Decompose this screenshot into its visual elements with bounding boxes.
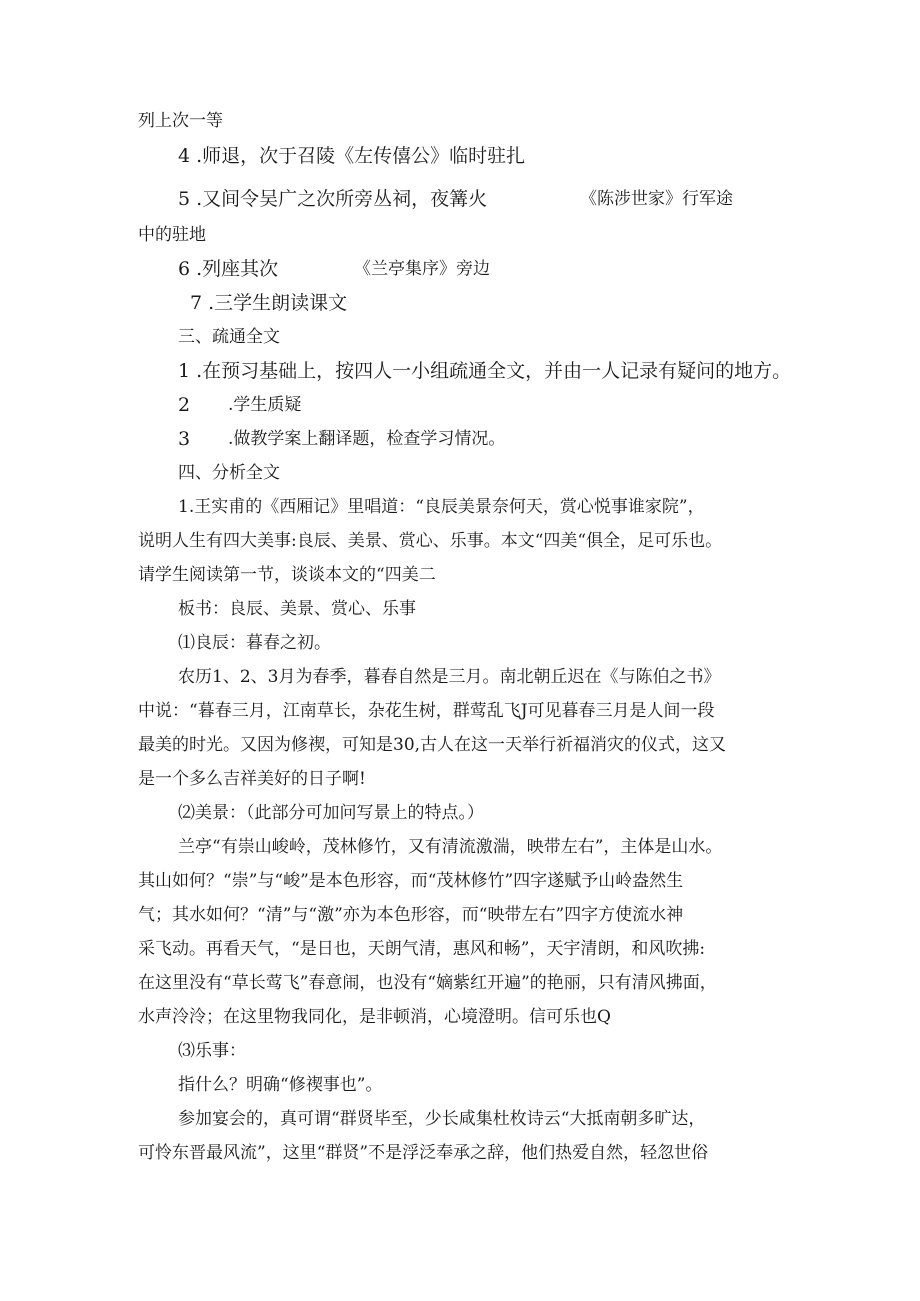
text-line: 《陈涉世家》行军途 <box>580 189 733 209</box>
text-line: ⑶乐事： <box>178 1041 246 1061</box>
text-line: 可怜东晋最风流”，这里“群贤”不是浮泛奉承之辞，他们热爱自然，轻忽世俗 <box>138 1143 709 1163</box>
text-line: 7 .三学生朗读课文 <box>190 292 348 314</box>
text-line: 在这里没有“草长莺飞”春意闹，也没有“嫡紫红开遍”的艳丽，只有清风拂面， <box>138 973 717 993</box>
text-line: 1 .在预习基础上，按四人一小组疏通全文，并由一人记录有疑问的地方。 <box>178 360 792 382</box>
text-line: 4 .师退，次于召陵《左传僖公》临时驻扎 <box>178 145 526 167</box>
text-line: .学生质疑 <box>228 395 302 415</box>
text-line: 其山如何？“崇”与“峻”是本色形容，而“茂林修竹”四字遂赋予山岭盎然生 <box>138 871 684 891</box>
text-line: ⑵美景：（此部分可加问写景上的特点。） <box>178 803 484 823</box>
text-line: 中的驻地 <box>138 225 206 245</box>
text-line: ⑴良辰：暮春之初。 <box>178 633 331 653</box>
text-line: 2 <box>178 394 191 416</box>
text-line: 采飞动。再看天气，“是日也，天朗气清，惠风和畅”，天宇清朗，和风吹拂: <box>138 939 706 959</box>
text-line: 气；其水如何？“清”与“激”亦为本色形容，而“映带左右”四字方使流水神 <box>138 905 684 925</box>
text-line: 1.王实甫的《西厢记》里唱道：“良辰美景奈何天，赏心悦事谁家院”， <box>178 497 705 517</box>
text-line: 水声泠泠；在这里物我同化，是非顿消，心境澄明。信可乐也Q <box>138 1007 611 1027</box>
text-line: 最美的时光。又因为修禊，可知是30,古人在这一天举行祈福消灾的仪式，这又 <box>138 735 727 755</box>
text-line: 5 .又间令吴广之次所旁丛祠，夜篝火 <box>178 188 488 210</box>
section-heading: 四、分析全文 <box>178 463 280 483</box>
text-line: 3 <box>178 428 191 450</box>
text-line: 板书：良辰、美景、赏心、乐事 <box>178 599 416 619</box>
text-line: 兰亭“有崇山峻岭，茂林修竹，又有清流激湍，映带左右”，主体是山水。 <box>178 837 723 857</box>
text-line: .做教学案上翻译题，检查学习情况。 <box>228 429 506 449</box>
text-line: 列上次一等 <box>138 111 223 131</box>
text-line: 说明人生有四大美事:良辰、美景、赏心、乐事。本文“四美“俱全，足可乐也。 <box>138 531 723 551</box>
text-line: 农历1、2、3月为春季，暮春自然是三月。南北朝丘迟在《与陈伯之书》 <box>178 667 721 687</box>
text-line: 《兰亭集序》旁边 <box>354 259 490 279</box>
text-line: 参加宴会的，真可谓“群贤毕至，少长咸集杜枚诗云“大抵南朝多旷达， <box>178 1109 706 1129</box>
section-heading: 三、疏通全文 <box>178 327 280 347</box>
text-line: 是一个多么吉祥美好的日子啊! <box>138 769 366 789</box>
text-line: 请学生阅读第一节，谈谈本文的“四美二 <box>138 565 436 585</box>
text-line: 6 .列座其次 <box>178 258 279 280</box>
text-line: 中说：“暮春三月，江南草长，杂花生树，群莺乱飞J可见暮春三月是人间一段 <box>138 701 715 721</box>
text-line: 指什么？明确“修禊事也”。 <box>178 1075 383 1095</box>
